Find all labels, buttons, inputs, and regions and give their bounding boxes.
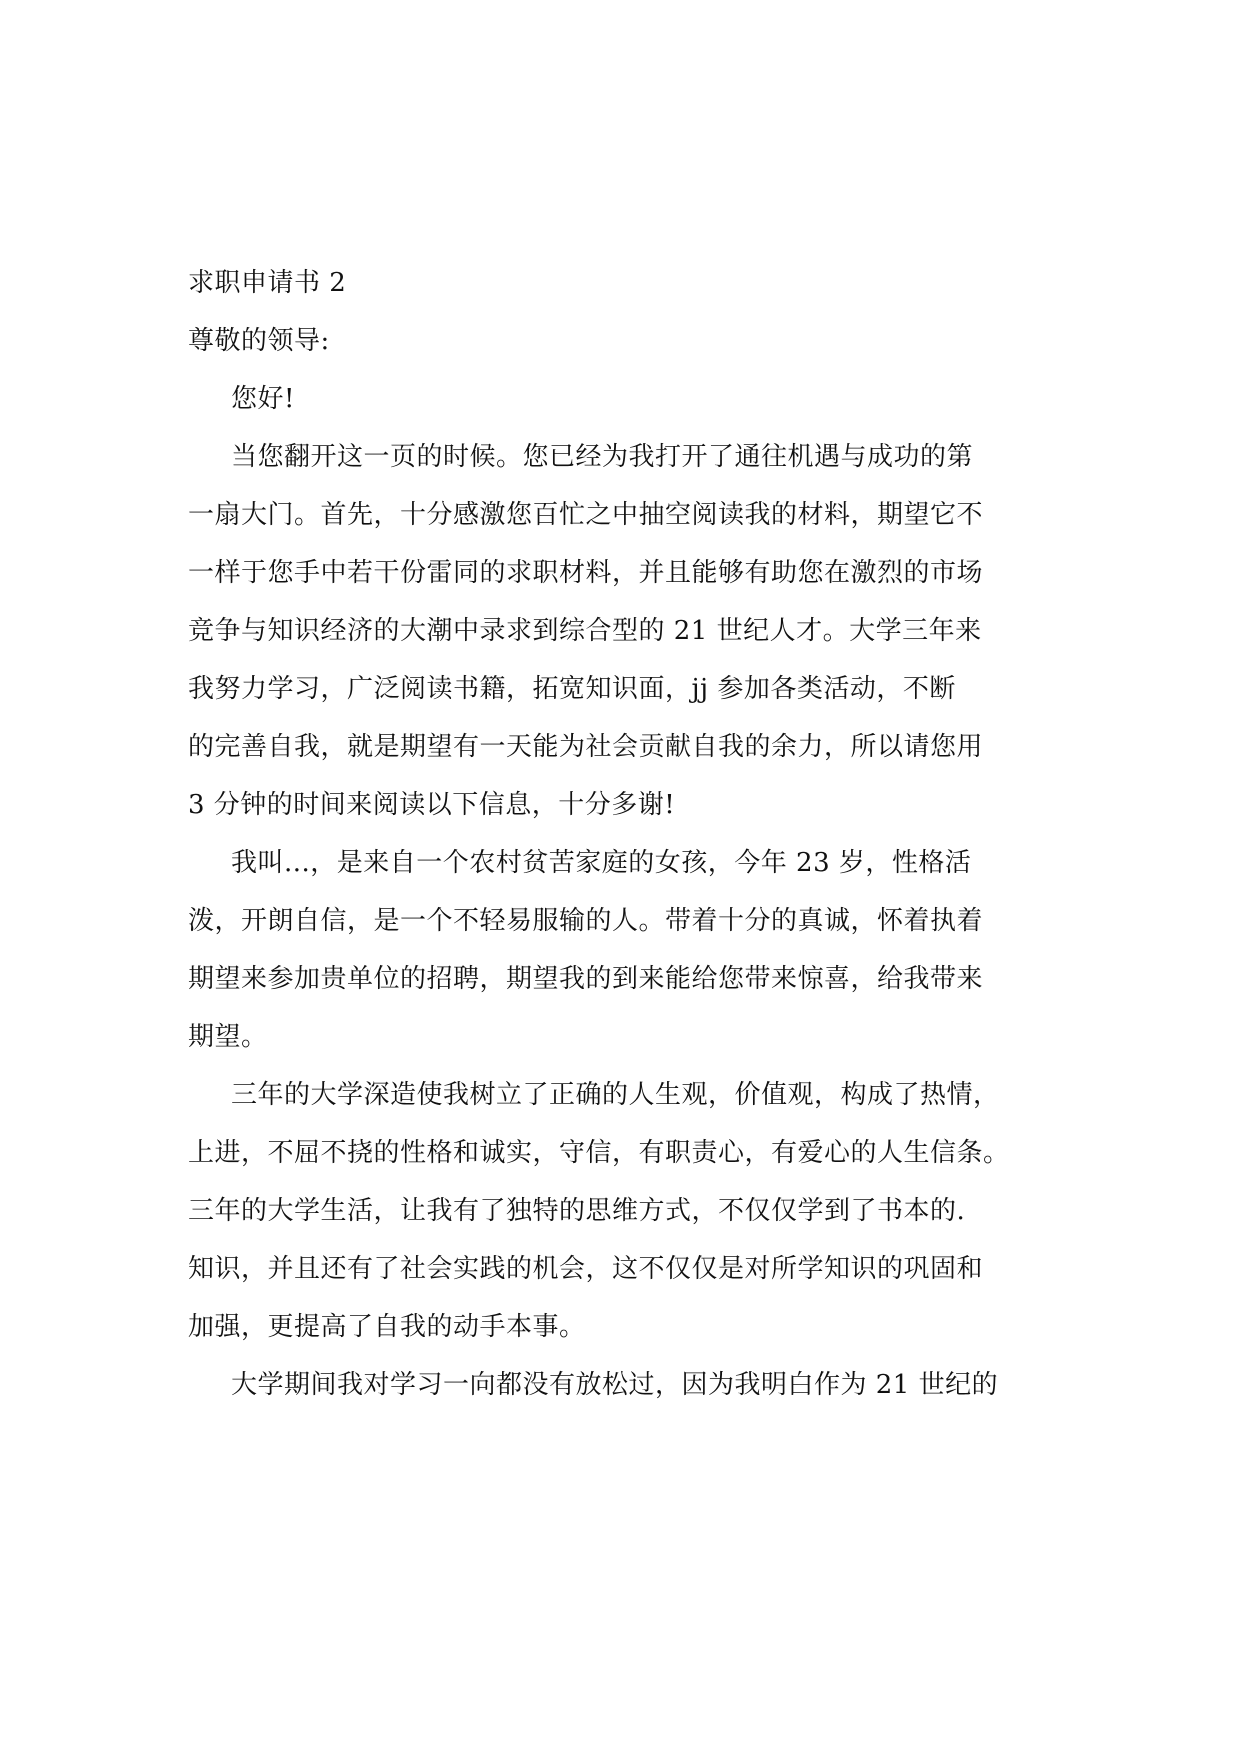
paragraph-2-line-3: 期望来参加贵单位的招聘，期望我的到来能给您带来惊喜，给我带来 (188, 964, 984, 994)
paragraph-3-line-2: 上进，不屈不挠的性格和诚实，守信，有职责心，有爱心的人生信条。 (188, 1138, 1010, 1168)
paragraph-3-line-1: 三年的大学深造使我树立了正确的人生观，价值观，构成了热情， (231, 1080, 1000, 1110)
paragraph-1-line-2: 一扇大门。首先，十分感激您百忙之中抽空阅读我的材料，期望它不 (188, 500, 984, 530)
paragraph-3-line-5: 加强，更提高了自我的动手本事。 (188, 1312, 586, 1342)
greeting: 您好! (231, 384, 295, 414)
paragraph-3-line-4: 知识，并且还有了社会实践的机会，这不仅仅是对所学知识的巩固和 (188, 1254, 984, 1284)
salutation: 尊敬的领导: (188, 326, 330, 356)
paragraph-3-line-3: 三年的大学生活，让我有了独特的思维方式，不仅仅学到了书本的. (188, 1196, 966, 1226)
paragraph-1-line-4: 竞争与知识经济的大潮中录求到综合型的 21 世纪人才。大学三年来 (188, 616, 982, 646)
paragraph-1-line-1: 当您翻开这一页的时候。您已经为我打开了通往机遇与成功的第 (231, 442, 974, 472)
paragraph-1-line-6: 的完善自我，就是期望有一天能为社会贡献自我的余力，所以请您用 (188, 732, 984, 762)
paragraph-2-line-1: 我叫...，是来自一个农村贫苦家庭的女孩，今年 23 岁，性格活 (231, 848, 972, 878)
paragraph-4-line-1: 大学期间我对学习一向都没有放松过，因为我明白作为 21 世纪的 (231, 1370, 999, 1400)
paragraph-2-line-2: 泼，开朗自信，是一个不轻易服输的人。带着十分的真诚，怀着执着 (188, 906, 984, 936)
paragraph-1-line-7: 3 分钟的时间来阅读以下信息，十分多谢! (188, 790, 676, 820)
document-title: 求职申请书 2 (188, 268, 347, 298)
paragraph-2-line-4: 期望。 (188, 1022, 268, 1052)
paragraph-1-line-3: 一样于您手中若干份雷同的求职材料，并且能够有助您在激烈的市场 (188, 558, 984, 588)
paragraph-1-line-5: 我努力学习，广泛阅读书籍，拓宽知识面，jj 参加各类活动，不断 (188, 674, 956, 704)
